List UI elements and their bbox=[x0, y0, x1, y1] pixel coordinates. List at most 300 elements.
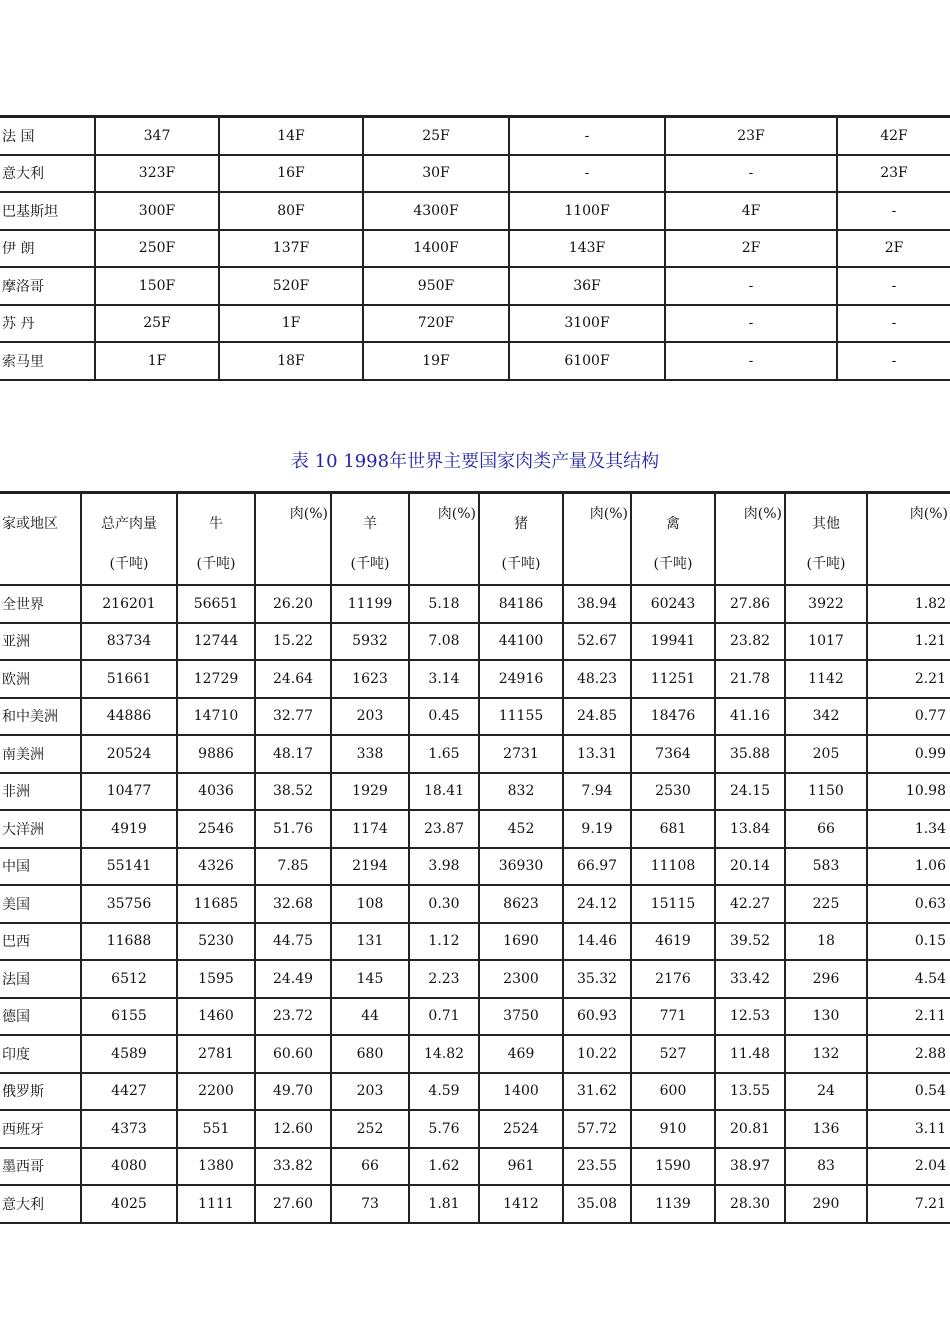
table-cell: 5932 bbox=[332, 624, 410, 662]
table-cell: 32.77 bbox=[256, 699, 332, 737]
table-cell: 1100F bbox=[510, 193, 666, 231]
table-cell: 83 bbox=[786, 1149, 868, 1187]
table-cell: 681 bbox=[632, 811, 716, 849]
table-cell: 51661 bbox=[82, 661, 178, 699]
region-cell: 印度 bbox=[0, 1036, 82, 1074]
table-cell: 720F bbox=[364, 306, 510, 344]
table-cell: 4.59 bbox=[410, 1074, 480, 1112]
table-cell: - bbox=[666, 343, 838, 381]
table-cell: 961 bbox=[480, 1149, 564, 1187]
table-cell: 3.98 bbox=[410, 849, 480, 887]
table-cell: 132 bbox=[786, 1036, 868, 1074]
table-cell: 24.12 bbox=[564, 886, 632, 924]
table-cell: 30F bbox=[364, 156, 510, 194]
table-cell: 10477 bbox=[82, 774, 178, 812]
region-cell: 西班牙 bbox=[0, 1111, 82, 1149]
column-header bbox=[564, 494, 632, 586]
table-cell: 24916 bbox=[480, 661, 564, 699]
table-row bbox=[0, 999, 950, 1037]
table-cell: 910 bbox=[632, 1111, 716, 1149]
table-cell: 250F bbox=[96, 231, 220, 269]
table-cell: 42F bbox=[838, 118, 950, 156]
table-cell: 1.82 bbox=[868, 586, 950, 624]
table-row bbox=[0, 736, 950, 774]
table-cell: 26.20 bbox=[256, 586, 332, 624]
table-cell: 18.41 bbox=[410, 774, 480, 812]
table-cell: 33.82 bbox=[256, 1149, 332, 1187]
table-cell: 1017 bbox=[786, 624, 868, 662]
table-cell: 66 bbox=[786, 811, 868, 849]
column-header bbox=[480, 494, 564, 586]
table-cell: 1690 bbox=[480, 924, 564, 962]
table-row bbox=[0, 118, 950, 156]
table-cell: 38.52 bbox=[256, 774, 332, 812]
table-cell: 323F bbox=[96, 156, 220, 194]
table-cell: 4373 bbox=[82, 1111, 178, 1149]
table-cell: 2731 bbox=[480, 736, 564, 774]
table-cell: 55141 bbox=[82, 849, 178, 887]
table-row bbox=[0, 231, 950, 269]
table-cell: 27.60 bbox=[256, 1186, 332, 1224]
header-label: 肉(%) bbox=[589, 506, 628, 522]
table-cell: 347 bbox=[96, 118, 220, 156]
table-cell: 12744 bbox=[178, 624, 256, 662]
table-cell: 23.87 bbox=[410, 811, 480, 849]
table-cell: 9886 bbox=[178, 736, 256, 774]
table-cell: 452 bbox=[480, 811, 564, 849]
table-cell: 4427 bbox=[82, 1074, 178, 1112]
table-cell: 1412 bbox=[480, 1186, 564, 1224]
table-cell: 24 bbox=[786, 1074, 868, 1112]
table-cell: 16F bbox=[220, 156, 364, 194]
table-cell: 0.15 bbox=[868, 924, 950, 962]
country-cell: 巴基斯坦 bbox=[0, 193, 96, 231]
table-cell: 600 bbox=[632, 1074, 716, 1112]
table-cell: 60.93 bbox=[564, 999, 632, 1037]
table-cell: 203 bbox=[332, 1074, 410, 1112]
table-cell: 11155 bbox=[480, 699, 564, 737]
table-cell: 2.23 bbox=[410, 961, 480, 999]
table-cell: 23.82 bbox=[716, 624, 786, 662]
table-cell: 136 bbox=[786, 1111, 868, 1149]
table-cell: 4300F bbox=[364, 193, 510, 231]
table-cell: 23.72 bbox=[256, 999, 332, 1037]
table-cell: - bbox=[666, 156, 838, 194]
table-row bbox=[0, 1186, 950, 1224]
table-cell: 1.65 bbox=[410, 736, 480, 774]
table-cell: 583 bbox=[786, 849, 868, 887]
region-cell: 意大利 bbox=[0, 1186, 82, 1224]
table-row bbox=[0, 886, 950, 924]
table-cell: 18F bbox=[220, 343, 364, 381]
table-row bbox=[0, 961, 950, 999]
table-cell: 66 bbox=[332, 1149, 410, 1187]
table-cell: 36930 bbox=[480, 849, 564, 887]
header-unit: (千吨) bbox=[806, 556, 846, 572]
table-cell: 35.08 bbox=[564, 1186, 632, 1224]
table-cell: 300F bbox=[96, 193, 220, 231]
table-cell: 51.76 bbox=[256, 811, 332, 849]
table-cell: 57.72 bbox=[564, 1111, 632, 1149]
country-cell: 苏 丹 bbox=[0, 306, 96, 344]
table-cell: 66.97 bbox=[564, 849, 632, 887]
table-cell: 36F bbox=[510, 268, 666, 306]
table-cell: 338 bbox=[332, 736, 410, 774]
table-row bbox=[0, 849, 950, 887]
table-cell: 49.70 bbox=[256, 1074, 332, 1112]
table-cell: 4326 bbox=[178, 849, 256, 887]
table-cell: 19F bbox=[364, 343, 510, 381]
table-cell: 11688 bbox=[82, 924, 178, 962]
region-cell: 中国 bbox=[0, 849, 82, 887]
table-cell: - bbox=[510, 118, 666, 156]
table-cell: 32.68 bbox=[256, 886, 332, 924]
table-cell: 2F bbox=[666, 231, 838, 269]
region-cell: 南美洲 bbox=[0, 736, 82, 774]
table-cell: 4025 bbox=[82, 1186, 178, 1224]
header-label: 其他 bbox=[812, 516, 840, 532]
table-cell: 18476 bbox=[632, 699, 716, 737]
table-row bbox=[0, 343, 950, 381]
table-cell: 8623 bbox=[480, 886, 564, 924]
region-cell: 墨西哥 bbox=[0, 1149, 82, 1187]
table-cell: 44100 bbox=[480, 624, 564, 662]
table-cell: 527 bbox=[632, 1036, 716, 1074]
table-cell: 137F bbox=[220, 231, 364, 269]
table-cell: 11251 bbox=[632, 661, 716, 699]
table-cell: 7364 bbox=[632, 736, 716, 774]
table-cell: 5.18 bbox=[410, 586, 480, 624]
table-cell: 6155 bbox=[82, 999, 178, 1037]
table-row bbox=[0, 1149, 950, 1187]
table-cell: 25F bbox=[364, 118, 510, 156]
table-cell: 2524 bbox=[480, 1111, 564, 1149]
column-header bbox=[82, 494, 178, 586]
table-cell: 48.23 bbox=[564, 661, 632, 699]
table-cell: 1400 bbox=[480, 1074, 564, 1112]
table-cell: 12729 bbox=[178, 661, 256, 699]
country-cell: 摩洛哥 bbox=[0, 268, 96, 306]
table-cell: 3100F bbox=[510, 306, 666, 344]
table-cell: 1F bbox=[220, 306, 364, 344]
table-cell: 2200 bbox=[178, 1074, 256, 1112]
table-cell: 12.60 bbox=[256, 1111, 332, 1149]
region-cell: 法国 bbox=[0, 961, 82, 999]
table-caption: 表 10 1998年世界主要国家肉类产量及其结构 bbox=[290, 451, 660, 472]
table-cell: 2176 bbox=[632, 961, 716, 999]
table-cell: 225 bbox=[786, 886, 868, 924]
table-row bbox=[0, 1074, 950, 1112]
header-label: 羊 bbox=[363, 516, 377, 532]
table-cell: 1380 bbox=[178, 1149, 256, 1187]
table-cell: - bbox=[838, 268, 950, 306]
table-cell: 771 bbox=[632, 999, 716, 1037]
table-cell: 4619 bbox=[632, 924, 716, 962]
table-cell: 2300 bbox=[480, 961, 564, 999]
table-cell: 0.77 bbox=[868, 699, 950, 737]
header-label: 肉(%) bbox=[909, 506, 948, 522]
table-cell: 44.75 bbox=[256, 924, 332, 962]
table-cell: 145 bbox=[332, 961, 410, 999]
table-cell: 3.11 bbox=[868, 1111, 950, 1149]
table-cell: 150F bbox=[96, 268, 220, 306]
table-cell: 14.82 bbox=[410, 1036, 480, 1074]
table-cell: 2.88 bbox=[868, 1036, 950, 1074]
table-cell: 0.45 bbox=[410, 699, 480, 737]
table-cell: 1929 bbox=[332, 774, 410, 812]
table-cell: 203 bbox=[332, 699, 410, 737]
table-cell: 1F bbox=[96, 343, 220, 381]
table-cell: 950F bbox=[364, 268, 510, 306]
table-cell: 15115 bbox=[632, 886, 716, 924]
table-cell: 2546 bbox=[178, 811, 256, 849]
table-cell: 469 bbox=[480, 1036, 564, 1074]
header-label: 肉(%) bbox=[743, 506, 782, 522]
table-cell: 19941 bbox=[632, 624, 716, 662]
table-cell: 11108 bbox=[632, 849, 716, 887]
table-row bbox=[0, 661, 950, 699]
table-cell: 23.55 bbox=[564, 1149, 632, 1187]
table-cell: 11.48 bbox=[716, 1036, 786, 1074]
table-cell: 1460 bbox=[178, 999, 256, 1037]
table-cell: 39.52 bbox=[716, 924, 786, 962]
table-cell: 1.81 bbox=[410, 1186, 480, 1224]
table-cell: 2.04 bbox=[868, 1149, 950, 1187]
column-header bbox=[868, 494, 950, 586]
country-cell: 意大利 bbox=[0, 156, 96, 194]
table-row bbox=[0, 811, 950, 849]
table-cell: 27.86 bbox=[716, 586, 786, 624]
table-cell: 7.85 bbox=[256, 849, 332, 887]
header-label: 家或地区 bbox=[2, 516, 58, 532]
table-cell: 35756 bbox=[82, 886, 178, 924]
table-cell: 38.94 bbox=[564, 586, 632, 624]
table-cell: 41.16 bbox=[716, 699, 786, 737]
table-cell: 10.22 bbox=[564, 1036, 632, 1074]
region-cell: 俄罗斯 bbox=[0, 1074, 82, 1112]
table-cell: 4919 bbox=[82, 811, 178, 849]
table-cell: 48.17 bbox=[256, 736, 332, 774]
table-cell: 143F bbox=[510, 231, 666, 269]
column-header bbox=[178, 494, 256, 586]
table-cell: 108 bbox=[332, 886, 410, 924]
table-cell: 60243 bbox=[632, 586, 716, 624]
header-unit: (千吨) bbox=[196, 556, 236, 572]
table-cell: 6512 bbox=[82, 961, 178, 999]
table-cell: 42.27 bbox=[716, 886, 786, 924]
country-cell: 索马里 bbox=[0, 343, 96, 381]
table-cell: 35.32 bbox=[564, 961, 632, 999]
header-unit: (千吨) bbox=[109, 556, 149, 572]
table-cell: 4036 bbox=[178, 774, 256, 812]
table-cell: 342 bbox=[786, 699, 868, 737]
table-cell: 2781 bbox=[178, 1036, 256, 1074]
table-cell: 1400F bbox=[364, 231, 510, 269]
table-cell: 290 bbox=[786, 1186, 868, 1224]
column-header bbox=[332, 494, 410, 586]
table-cell: 13.55 bbox=[716, 1074, 786, 1112]
table-row bbox=[0, 306, 950, 344]
table-row bbox=[0, 268, 950, 306]
table-cell: 23F bbox=[838, 156, 950, 194]
header-row bbox=[0, 494, 950, 586]
table-cell: 216201 bbox=[82, 586, 178, 624]
table-cell: 4.54 bbox=[868, 961, 950, 999]
table-cell: 130 bbox=[786, 999, 868, 1037]
table-cell: 25F bbox=[96, 306, 220, 344]
table-cell: 20.81 bbox=[716, 1111, 786, 1149]
column-header bbox=[410, 494, 480, 586]
table-cell: 7.94 bbox=[564, 774, 632, 812]
production-table-body bbox=[0, 118, 950, 381]
table-cell: 18 bbox=[786, 924, 868, 962]
table-cell: 5230 bbox=[178, 924, 256, 962]
table-cell: 1.06 bbox=[868, 849, 950, 887]
table-cell: 60.60 bbox=[256, 1036, 332, 1074]
table-cell: 7.08 bbox=[410, 624, 480, 662]
table-cell: 83734 bbox=[82, 624, 178, 662]
table-cell: 252 bbox=[332, 1111, 410, 1149]
table-cell: 35.88 bbox=[716, 736, 786, 774]
table-cell: 1139 bbox=[632, 1186, 716, 1224]
table-cell: 1595 bbox=[178, 961, 256, 999]
table-cell: 2.21 bbox=[868, 661, 950, 699]
table-cell: 14F bbox=[220, 118, 364, 156]
meat-production-table bbox=[0, 491, 950, 1224]
table-cell: 1150 bbox=[786, 774, 868, 812]
header-label: 禽 bbox=[666, 516, 680, 532]
header-unit: (千吨) bbox=[653, 556, 693, 572]
table-cell: 56651 bbox=[178, 586, 256, 624]
table-cell: 2194 bbox=[332, 849, 410, 887]
table-cell: 296 bbox=[786, 961, 868, 999]
table-row bbox=[0, 624, 950, 662]
table-cell: 0.71 bbox=[410, 999, 480, 1037]
region-cell: 非洲 bbox=[0, 774, 82, 812]
table-cell: 14710 bbox=[178, 699, 256, 737]
header-label: 牛 bbox=[209, 516, 223, 532]
table-cell: 73 bbox=[332, 1186, 410, 1224]
table-cell: - bbox=[838, 343, 950, 381]
region-cell: 大洋洲 bbox=[0, 811, 82, 849]
table-cell: 0.63 bbox=[868, 886, 950, 924]
header-label: 肉(%) bbox=[437, 506, 476, 522]
table-cell: 1590 bbox=[632, 1149, 716, 1187]
table-cell: 20.14 bbox=[716, 849, 786, 887]
column-header bbox=[786, 494, 868, 586]
column-header bbox=[0, 494, 82, 586]
header-label: 肉(%) bbox=[289, 506, 328, 522]
table-row bbox=[0, 924, 950, 962]
region-cell: 欧洲 bbox=[0, 661, 82, 699]
table-cell: 13.84 bbox=[716, 811, 786, 849]
table-cell: 1623 bbox=[332, 661, 410, 699]
header-label: 猪 bbox=[514, 516, 528, 532]
table-cell: 11199 bbox=[332, 586, 410, 624]
table-cell: 14.46 bbox=[564, 924, 632, 962]
table-cell: 1.34 bbox=[868, 811, 950, 849]
table-cell: 520F bbox=[220, 268, 364, 306]
table-cell: 2530 bbox=[632, 774, 716, 812]
country-cell: 伊 朗 bbox=[0, 231, 96, 269]
table-cell: 28.30 bbox=[716, 1186, 786, 1224]
table-cell: 31.62 bbox=[564, 1074, 632, 1112]
table-cell: 4589 bbox=[82, 1036, 178, 1074]
table-cell: 3922 bbox=[786, 586, 868, 624]
table-cell: 15.22 bbox=[256, 624, 332, 662]
table-cell: 4F bbox=[666, 193, 838, 231]
table-cell: 0.99 bbox=[868, 736, 950, 774]
production-table-continued bbox=[0, 115, 950, 381]
table-cell: 80F bbox=[220, 193, 364, 231]
table-cell: 3.14 bbox=[410, 661, 480, 699]
table-cell: 24.49 bbox=[256, 961, 332, 999]
table-cell: 2F bbox=[838, 231, 950, 269]
table-cell: 12.53 bbox=[716, 999, 786, 1037]
table-row bbox=[0, 156, 950, 194]
region-cell: 全世界 bbox=[0, 586, 82, 624]
table-cell: 52.67 bbox=[564, 624, 632, 662]
table-cell: 680 bbox=[332, 1036, 410, 1074]
table-cell: 1174 bbox=[332, 811, 410, 849]
table-cell: 6100F bbox=[510, 343, 666, 381]
table-row bbox=[0, 193, 950, 231]
table-cell: 13.31 bbox=[564, 736, 632, 774]
table-row bbox=[0, 1036, 950, 1074]
table-cell: 1142 bbox=[786, 661, 868, 699]
table-cell: 4080 bbox=[82, 1149, 178, 1187]
table-cell: 832 bbox=[480, 774, 564, 812]
country-cell: 法 国 bbox=[0, 118, 96, 156]
table-row bbox=[0, 586, 950, 624]
table-cell: 9.19 bbox=[564, 811, 632, 849]
table-cell: 24.15 bbox=[716, 774, 786, 812]
table-cell: - bbox=[510, 156, 666, 194]
table-cell: 24.85 bbox=[564, 699, 632, 737]
table-cell: 21.78 bbox=[716, 661, 786, 699]
table-cell: 1.12 bbox=[410, 924, 480, 962]
header-unit: (千吨) bbox=[350, 556, 390, 572]
table-cell: 23F bbox=[666, 118, 838, 156]
table-cell: 11685 bbox=[178, 886, 256, 924]
table-cell: 1.21 bbox=[868, 624, 950, 662]
table-cell: 205 bbox=[786, 736, 868, 774]
table-cell: - bbox=[838, 306, 950, 344]
table-row bbox=[0, 1111, 950, 1149]
table-cell: 20524 bbox=[82, 736, 178, 774]
table-cell: 84186 bbox=[480, 586, 564, 624]
column-header bbox=[716, 494, 786, 586]
column-header bbox=[632, 494, 716, 586]
table-cell: 3750 bbox=[480, 999, 564, 1037]
region-cell: 和中美洲 bbox=[0, 699, 82, 737]
table-cell: 44886 bbox=[82, 699, 178, 737]
table-cell: 551 bbox=[178, 1111, 256, 1149]
table-row bbox=[0, 774, 950, 812]
table-cell: 10.98 bbox=[868, 774, 950, 812]
table-cell: 38.97 bbox=[716, 1149, 786, 1187]
table-cell: - bbox=[838, 193, 950, 231]
table-cell: 33.42 bbox=[716, 961, 786, 999]
table-cell: 131 bbox=[332, 924, 410, 962]
table-cell: 0.54 bbox=[868, 1074, 950, 1112]
table-cell: 7.21 bbox=[868, 1186, 950, 1224]
meat-table-body bbox=[0, 494, 950, 1224]
table-cell: - bbox=[666, 306, 838, 344]
region-cell: 美国 bbox=[0, 886, 82, 924]
table-cell: 2.11 bbox=[868, 999, 950, 1037]
table-cell: 1.62 bbox=[410, 1149, 480, 1187]
